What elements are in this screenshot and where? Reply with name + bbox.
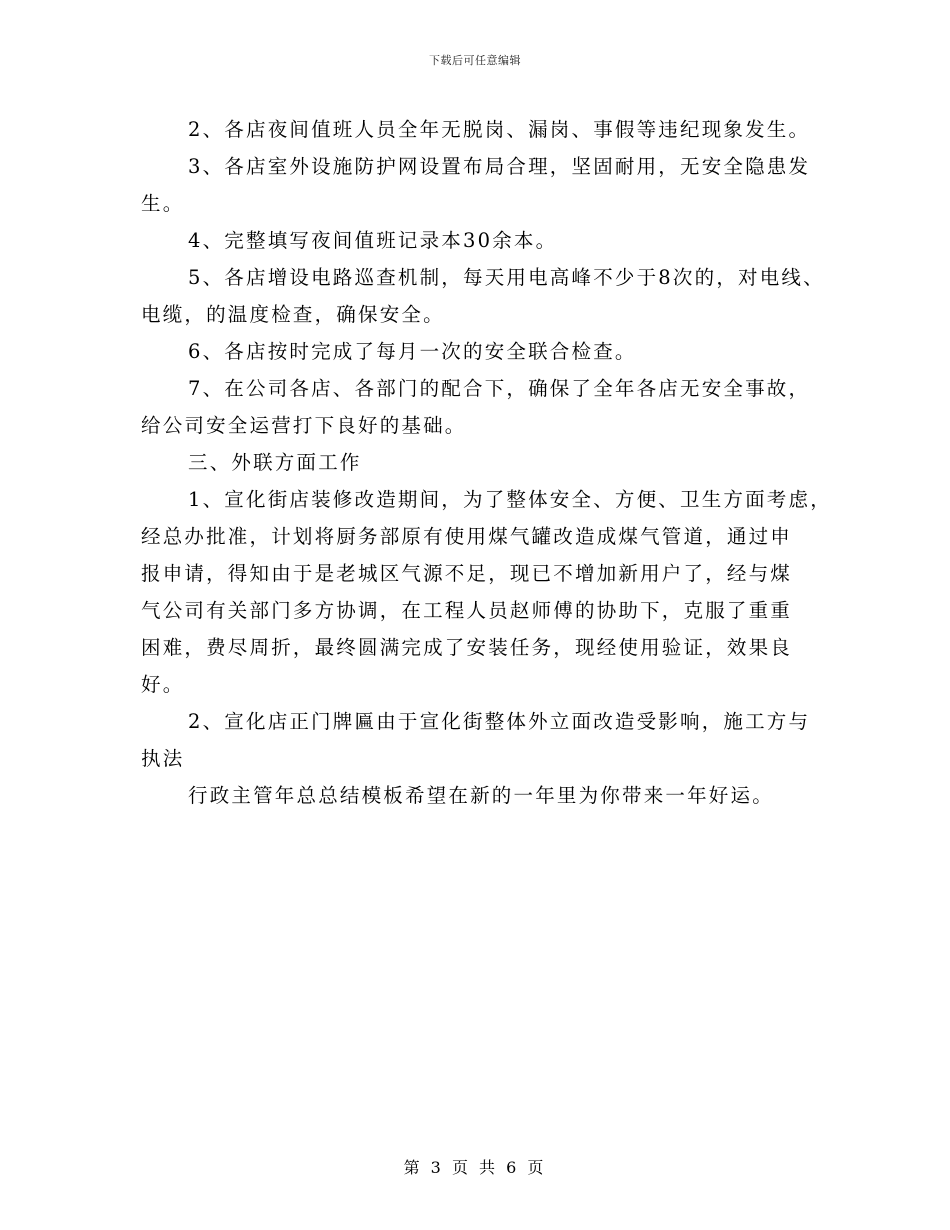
paragraph-line: 电缆，的温度检查，确保安全。: [141, 303, 445, 326]
paragraph-line: 报申请，得知由于是老城区气源不足，现已不增加新用户了，经与煤: [141, 562, 793, 585]
paragraph-line: 7、在公司各店、各部门的配合下，确保了全年各店无安全事故，: [188, 377, 811, 400]
footer-prefix: 第: [403, 1158, 423, 1177]
paragraph-line: 3、各店室外设施防护网设置布局合理，坚固耐用，无安全隐患发: [188, 155, 811, 178]
footer-current-page: 3: [430, 1158, 444, 1177]
paragraph-line: 6、各店按时完成了每月一次的安全联合检查。: [188, 340, 637, 363]
paragraph-line: 2、宣化店正门牌匾由于宣化街整体外立面改造受影响，施工方与: [188, 710, 811, 733]
document-body: [141, 111, 841, 814]
paragraph-line: 经总办批准，计划将厨务部原有使用煤气罐改造成煤气管道，通过申: [141, 525, 793, 548]
paragraph-line: 困难，费尽周折，最终圆满完成了安装任务，现经使用验证，效果良: [141, 636, 793, 659]
paragraph-line: 给公司安全运营打下良好的基础。: [141, 414, 467, 437]
paragraph-line: 气公司有关部门多方协调，在工程人员赵师傅的协助下，克服了重重: [141, 599, 793, 622]
section-heading: 三、外联方面工作: [188, 451, 362, 474]
page-header: 下载后可任意编辑: [429, 54, 521, 67]
closing-line: 行政主管年总总结模板希望在新的一年里为你带来一年好运。: [188, 784, 774, 807]
paragraph-line: 5、各店增设电路巡查机制，每天用电高峰不少于8次的，对电线、: [188, 266, 825, 289]
paragraph-line: 2、各店夜间值班人员全年无脱岗、漏岗、事假等违纪现象发生。: [188, 118, 811, 141]
paragraph-line: 4、完整填写夜间值班记录本30余本。: [188, 229, 558, 252]
footer-suffix: 页: [527, 1158, 547, 1177]
footer-total-pages: 6: [506, 1158, 520, 1177]
page-footer: [0, 1155, 950, 1178]
footer-middle: 页 共: [451, 1158, 499, 1177]
paragraph-line: 执法: [141, 747, 185, 770]
paragraph-line: 好。: [141, 673, 185, 696]
paragraph-line: 生。: [141, 192, 185, 215]
paragraph-line: 1、宣化街店装修改造期间，为了整体安全、方便、卫生方面考虑，: [188, 488, 832, 511]
